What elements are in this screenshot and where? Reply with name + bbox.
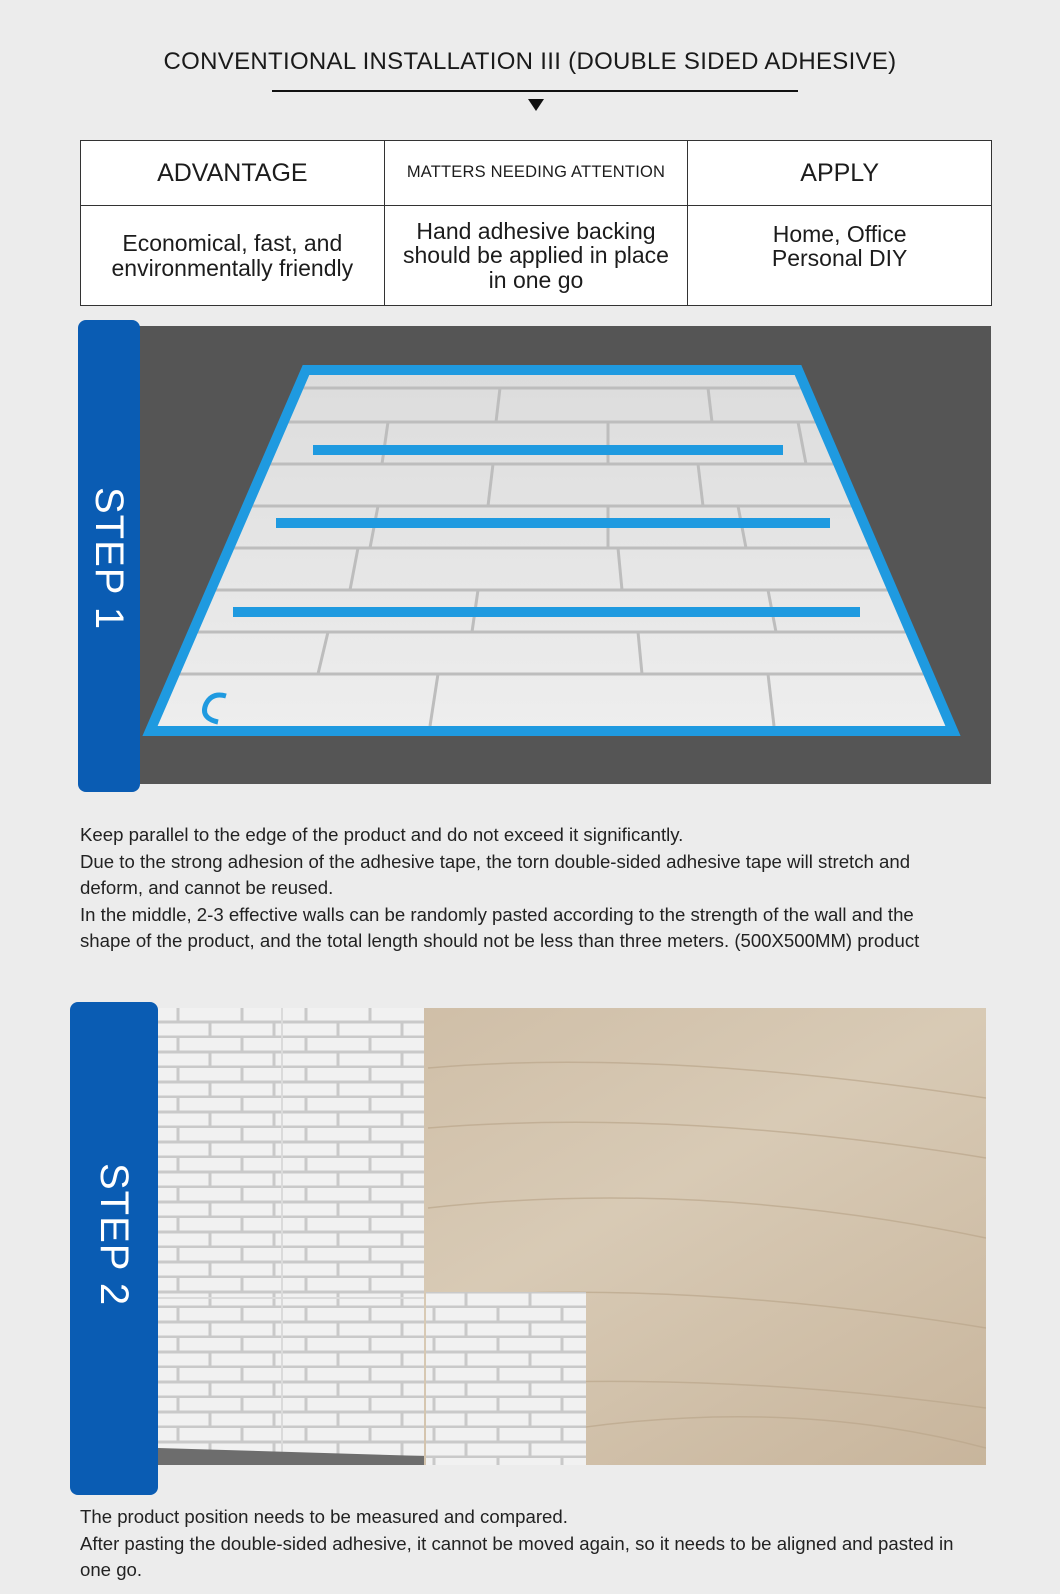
cell-line: Home, Office: [772, 221, 907, 247]
info-table: [80, 140, 992, 306]
wall-panel: [150, 370, 953, 731]
header-advantage: ADVANTAGE: [81, 141, 385, 206]
installed-brick-panels: [158, 1008, 424, 1465]
text-line: deform, and cannot be reused.: [80, 877, 334, 899]
header-apply: APPLY: [688, 141, 992, 206]
title-underline: [272, 90, 798, 92]
cell-line: should be applied in place: [402, 242, 669, 269]
step1-illustration: [138, 326, 991, 784]
table-header-row: [81, 141, 992, 206]
wall-install-photo: [158, 1008, 986, 1465]
step2-illustration: [158, 1008, 986, 1465]
text-line: In the middle, 2-3 effective walls can be randomly pasted according to the strength of the wall and the: [80, 903, 914, 925]
text-line: shape of the product, and the total length should not be less than three meters. (500X500MM) product: [80, 930, 920, 952]
cell-line: in one go: [488, 266, 584, 293]
text-line: Keep parallel to the edge of the product and do not exceed it significantly.: [80, 824, 684, 845]
text-line: After pasting the double-sided adhesive, it cannot be moved again, so it needs to be aligned and pasted in: [80, 1532, 954, 1554]
cell-line: Personal DIY: [771, 245, 908, 272]
cell-line: Economical, fast, and: [122, 230, 343, 257]
text-line: Due to the strong adhesion of the adhesive tape, the torn double-sided adhesive tape will stretch and: [80, 850, 911, 872]
step1-label: STEP 1: [87, 487, 131, 631]
cell-line: Hand adhesive backing: [416, 218, 656, 245]
step2-description: [80, 1504, 1020, 1584]
header-matters-needing-attention: MATTERS NEEDING ATTENTION: [384, 141, 688, 206]
text-line: The product position needs to be measured and compared.: [80, 1506, 568, 1527]
taped-wall-panel-image: [138, 326, 991, 784]
text-line: one go.: [80, 1559, 143, 1581]
table-row: [81, 206, 992, 306]
cell-apply: [688, 206, 992, 306]
cell-line: environmentally friendly: [111, 254, 354, 281]
cell-matters: [384, 206, 688, 306]
step2-label: STEP 2: [92, 1163, 136, 1307]
down-arrow-icon: [528, 99, 544, 111]
step1-description: [80, 822, 1010, 955]
new-brick-panel: [426, 1292, 586, 1465]
page-title: CONVENTIONAL INSTALLATION III (DOUBLE SIDED ADHESIVE): [163, 48, 897, 75]
cell-advantage: [81, 206, 385, 306]
